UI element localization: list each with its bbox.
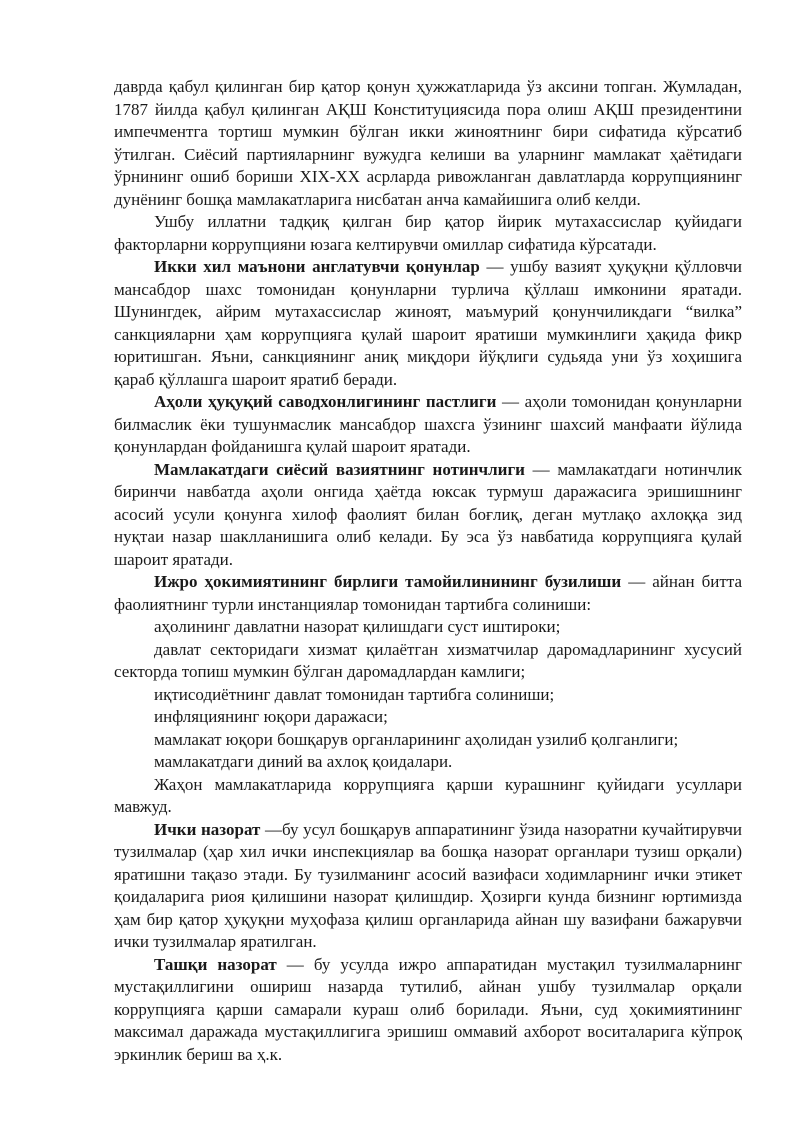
paragraph-heading: Ички назорат [154, 819, 261, 839]
list-item [114, 751, 742, 774]
paragraph-political-instability [114, 459, 742, 572]
paragraph-factors-intro [114, 211, 742, 256]
paragraph-text: инфляциянинг юқори даражаси; [154, 707, 388, 726]
paragraph-heading: Ташқи назорат [154, 954, 277, 974]
paragraph-text: — мамлакатдаги нотинчлик биринчи навбатда аҳоли онгида ҳаётда юксак турмуш даражасига эришишнинг асосий усули қонунга хилоф фаолият билан боғлиқ, деган мутлақо ахлоққа зид нуқтаи назар шаклланишига олиб келади. Бу эса ўз навбатида коррупцияга қулай шароит яратади. [114, 459, 742, 569]
paragraph-text: даврда қабул қилинган бир қатор қонун ҳужжатларида ўз аксини топган. Жумладан, 1787 йилда қабул қилинган АҚШ Конституциясида пора олиш АҚШ президентини импечментга тортиш мумкин бўлган икки жиноятнинг бири сифатида кўрсатиб ўтилган. Сиёсий партияларнинг вужудга келиши ва уларнинг мамлакат ҳаётидаги ўрнининг ошиб бориши XIX-XX асрларда ривожланган давлатларда коррупциянинг дунёнинг бошқа мамлакатларига нисбатан анча камайишига олиб келди. [114, 77, 742, 209]
paragraph-executive-unity [114, 571, 742, 616]
paragraph-heading: Икки хил маънони англатувчи қонунлар [154, 257, 480, 276]
paragraph-text: —бу усул бошқарув аппаратининг ўзида назоратни кучайтирувчи тузилмалар (ҳар хил ички инспекциялар ва бошқа назорат органлари тузиш орқали) яратишни тақазо этади. Бу тузилманинг асосий вазифаси ходимларнинг ички этикет қоидаларига риоя қилишини назорат қилишдир. Ҳозирги кунда бизнинг юртимизда ҳам бир қатор ҳуқуқни муҳофаза қилиш органларида айнан шу вазифани бажарувчи ички тузилмалар яратилган. [114, 819, 743, 951]
list-item [114, 616, 742, 639]
paragraph-text: давлат секторидаги хизмат қилаётган хизматчилар даромадларининг хусусий секторда топиш мумкин бўлган даромадлардан камлиги; [114, 639, 742, 681]
list-item [114, 684, 742, 707]
paragraph-text: иқтисодиётнинг давлат томонидан тартибга солиниши; [154, 684, 555, 704]
paragraph-heading: Мамлакатдаги сиёсий вазиятнинг нотинчлиги [154, 459, 525, 479]
paragraph-intro [114, 76, 742, 211]
paragraph-heading: Аҳоли ҳуқуқий саводхонлигининг пастлиги [154, 392, 497, 411]
paragraph-heading: Ижро ҳокимиятининг бирлиги тамойилинининг бузилиши [154, 572, 622, 591]
list-item [114, 639, 742, 684]
paragraph-text: аҳолининг давлатни назорат қилишдаги суст иштироки; [154, 617, 561, 636]
paragraph-text: мамлакатдаги диний ва ахлоқ қоидалари. [154, 752, 453, 771]
paragraph-text: — аҳоли томонидан қонунларни билмаслик ёки тушунмаслик мансабдор шахсга ўзининг шахсий манфаати йўлида қонунлардан фойданишга қулай шароит яратади. [114, 392, 742, 456]
document-page [114, 76, 742, 1066]
paragraph-text: мамлакат юқори бошқарув органларининг аҳолидан узилиб қолганлиги; [154, 729, 679, 749]
paragraph-internal-control [114, 819, 742, 954]
paragraph-ambiguous-laws [114, 256, 742, 391]
paragraph-text: — бу усулда ижро аппаратидан мустақил тузилмаларнинг мустақиллигини ошириш назарда тутилиб, айнан ушбу тузилмалар орқали коррупцияга қарши самарали кураш олиб борилади. Яъни, суд ҳокимиятининг максимал даражада мустақиллигига эришиш оммавий ахборот воситаларига кўпроқ эркинлик бериш ва ҳ.к. [114, 954, 743, 1064]
paragraph-legal-literacy [114, 391, 742, 459]
paragraph-external-control [114, 954, 742, 1067]
paragraph-text: — ушбу вазият ҳуқуқни қўлловчи мансабдор шахс томонидан қонунларни турлича қўллаш имконини яратади. Шунингдек, айрим мутахассислар жиноят, маъмурий қонунчиликдаги “вилка” санкцияларни ҳам коррупцияга қулай шароит яратиши мумкинлиги ҳақида фикр юритишган. Яъни, санкциянинг аниқ миқдори йўқлиги судьяда уни ўз хоҳишига қараб қўллашга шароит яратиб беради. [114, 257, 743, 389]
paragraph-text: Ушбу иллатни тадқиқ қилган бир қатор йирик мутахассислар қуйидаги факторларни коррупцияни юзага келтирувчи омиллар сифатида кўрсатади. [114, 212, 742, 254]
paragraph-text: — айнан битта фаолиятнинг турли инстанциялар томонидан тартибга солиниши: [114, 572, 743, 614]
list-item [114, 706, 742, 729]
paragraph-text: Жаҳон мамлакатларида коррупцияга қарши курашнинг қуйидаги усуллари мавжуд. [114, 774, 742, 816]
list-item [114, 729, 742, 752]
paragraph-methods-intro [114, 774, 742, 819]
